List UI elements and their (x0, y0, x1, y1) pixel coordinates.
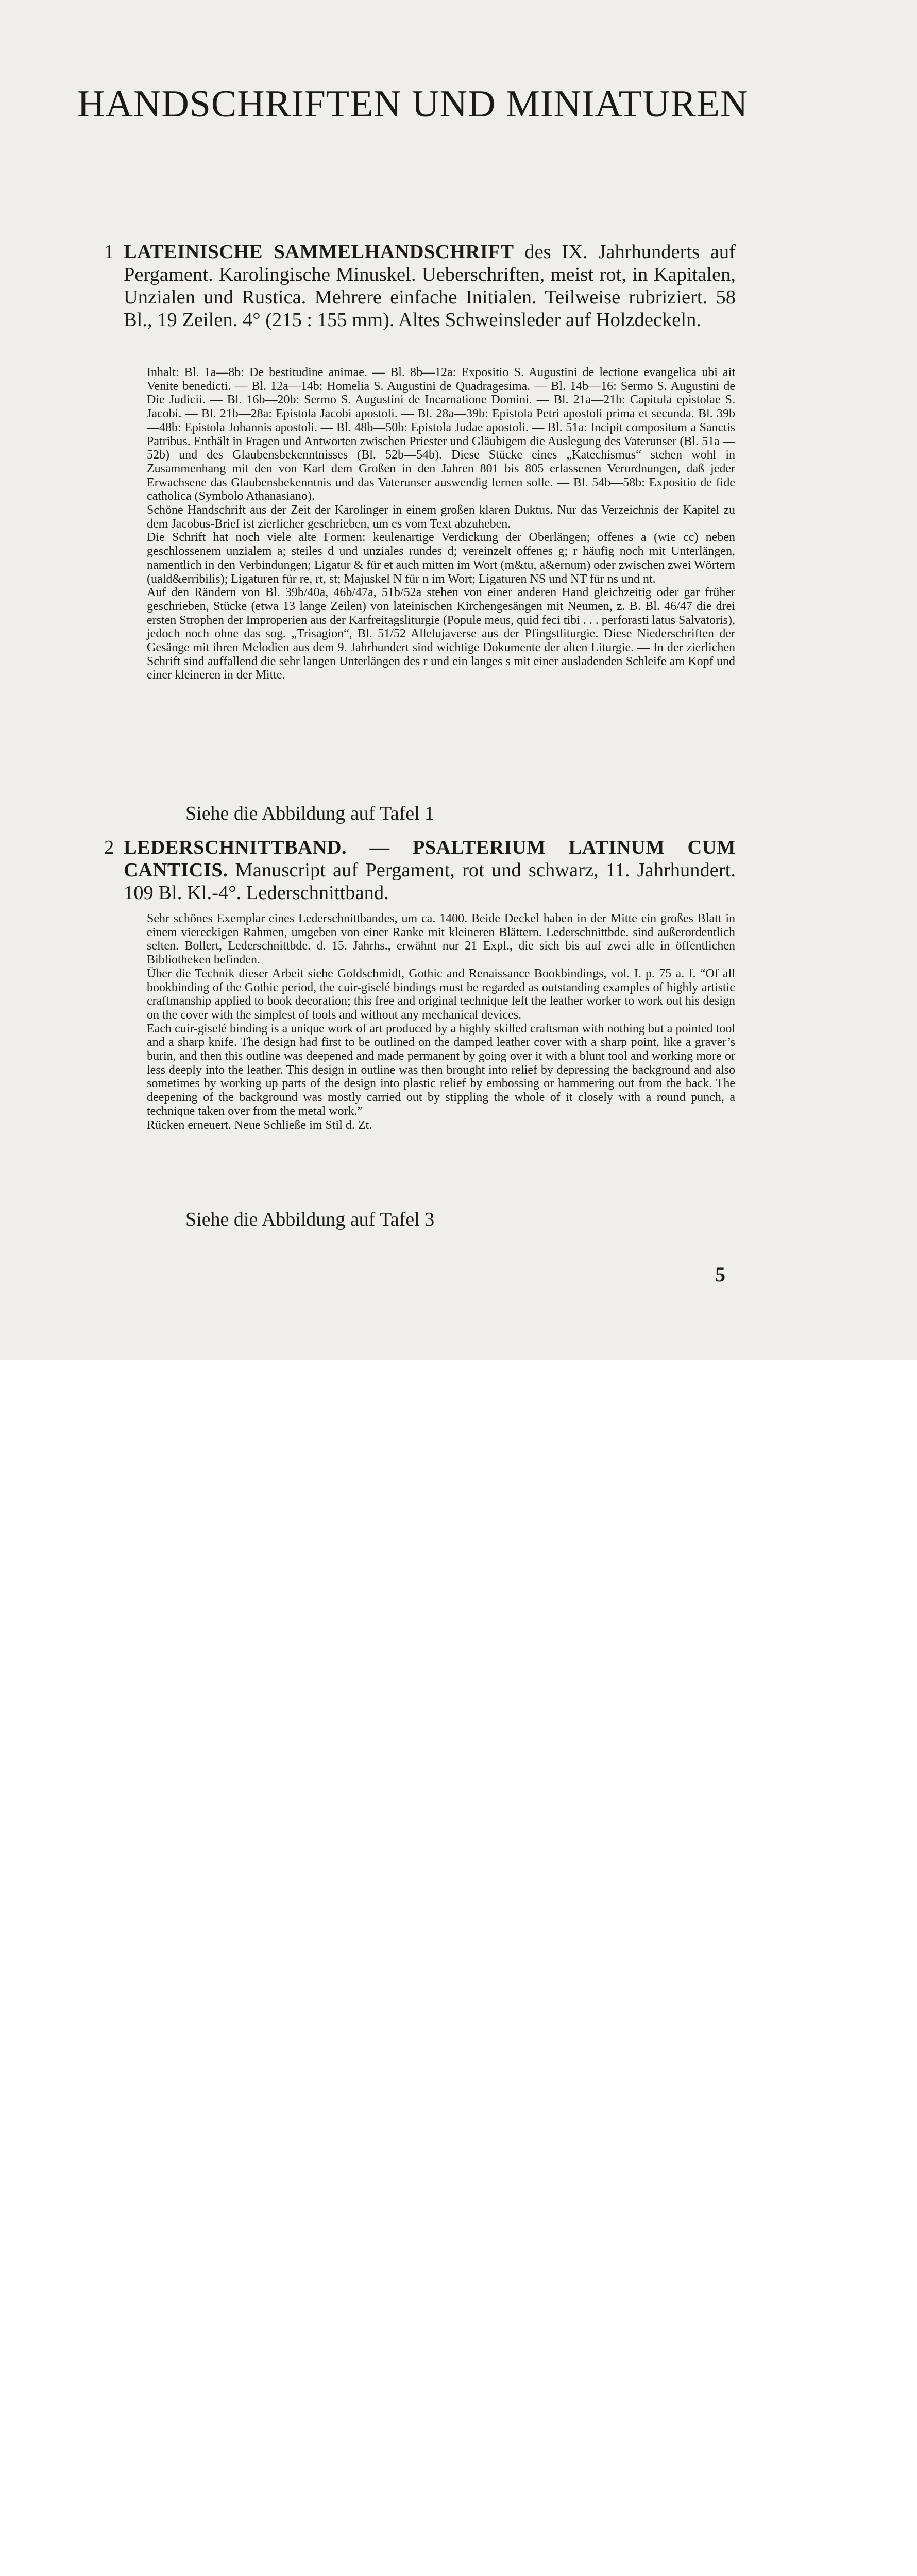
entry-1-title-rest: des IX. Jahrhunderts auf Pergament. Karolingische Minuskel. Ueberschriften, meist rot, in Kapitalen, Unzialen und Rustica. Mehrere einfache Initialen. Teilweise rubriziert. 58 Bl., 19 Zeilen. 4° (215 : 155 mm). Altes Schweinsleder auf Holzdeckeln. (124, 241, 736, 331)
entry-1-plate-reference: Siehe die Abbildung auf Tafel 1 (185, 803, 435, 824)
entry-2-cuir-cisele-note: Each cuir-giselé binding is a unique work of art produced by a highly skilled craftsman with nothing but a pointed tool and a sharp knife. The design had first to be outlined on the damped leather cover with a sharp point, like a graver’s burin, and then this outline was deepened and made permanent by going over it with a blunt tool and working more or less deeply into the leather. This design in outline was then brought into relief by depressing the background and also sometimes by working up parts of the design into plastic relief by embossing or hammering out from the back. The deepening of the background was mostly carried out by stippling the whole of it closely with a round punch, a technique taken over from the metal work.” (147, 1022, 735, 1118)
entry-2-number: 2 (104, 837, 114, 858)
entry-1-script-note: Schöne Handschrift aus der Zeit der Karolinger in einem großen klaren Duktus. Nur das Verzeichnis der Kapitel zu dem Jacobus-Brief ist zierlicher geschrieben, um es vom Text abzuheben. (147, 503, 735, 531)
entry-2-description (147, 912, 735, 1132)
entry-1-title-caps: LATEINISCHE SAMMELHANDSCHRIFT (124, 241, 514, 263)
entry-1-description (147, 366, 735, 682)
entry-1-title (104, 241, 736, 331)
entry-2-title (104, 836, 736, 904)
entry-2-spine-note: Rücken erneuert. Neue Schließe im Stil d. Zt. (147, 1118, 372, 1132)
entry-2-exemplar-note: Sehr schönes Exemplar eines Lederschnittbandes, um ca. 1400. Beide Deckel haben in der Mitte ein großes Blatt in einem viereckigen Rahmen, umgeben von einer Ranke mit kleineren Blättern. Lederschnittbde. sind außerordentlich selten. Bollert, Lederschnittbde. d. 15. Jahrhs., erwähnt nur 21 Expl., die sich bis auf zwei alle in öffentlichen Bibliotheken befinden. (147, 912, 735, 967)
entry-1-contents: Inhalt: Bl. 1a—8b: De bestitudine animae. — Bl. 8b—12a: Expositio S. Augustini de lectione evangelica ubi ait Venite benedicti. — Bl. 12a—14b: Homelia S. Augustini de Quadragesima. — Bl. 14b—16: Sermo S. Augustini de Die Judicii. — Bl. 16b—20b: Sermo S. Augustini de Incarnatione Domini. — Bl. 21a—21b: Capitula epistolae S. Jacobi. — Bl. 21b—28a: Epistola Jacobi apostoli. — Bl. 28a—39b: Epistola Petri apostoli prima et secunda. Bl. 39b—48b: Epistola Johannis apostoli. — Bl. 48b—50b: Epistola Judae apostoli. — Bl. 51a: Incipit compositum a Sanctis Patribus. Enthält in Fragen und Antworten zwischen Priester und Gläubigem die Auslegung des Vaterunser (Bl. 51a — 52b) und des Glaubensbekenntnisses (Bl. 52b—54b). Diese Stücke eines „Katechismus“ stehen wohl in Zusammenhang mit den von Karl dem Großen in den Jahren 801 bis 805 erlassenen Verordnungen, daß jeder Erwachsene das Glaubensbekenntnis und das Vaterunser auswendig lernen solle. — Bl. 54b—58b: Expositio de fide catholica (Symbolo Athanasiano). (147, 366, 735, 503)
entry-2-technique-note: Über die Technik dieser Arbeit siehe Goldschmidt, Gothic and Renaissance Bookbindings, vol. I. p. 75 a. f. “Of all bookbinding of the Gothic period, the cuir-giselé bindings must be regarded as outstanding examples of highly artistic craftmanship applied to book decoration; this free and original technique left the leather worker to work out his design on the cover with the simplest of tools and without any mechanical devices. (147, 967, 735, 1022)
entry-2-title-caps: LEDERSCHNITTBAND. — PSALTERIUM LATINUM CUM CANTICIS. (124, 837, 736, 881)
page-heading: HANDSCHRIFTEN UND MINIATUREN (77, 83, 749, 125)
page-number: 5 (715, 1263, 725, 1286)
footer-bar (0, 1360, 917, 1430)
entry-1-forms-note: Die Schrift hat noch viele alte Formen: keulenartige Verdickung der Oberlängen; offenes a (wie cc) neben geschlossenem unzialem a; steiles d und unziales rundes d; vereinzelt offenes g; r häufig noch mit Unterlängen, namentlich in den Verbindungen; Ligatur & für et auch mitten im Wort (m&tu, a&ernum) oder zwischen zwei Wörtern (uald&erribilis); Ligaturen für re, rt, st; Majuskel N für n im Wort; Ligaturen NS und NT für ns und nt. (147, 531, 735, 586)
entry-1-margins-note: Auf den Rändern von Bl. 39b/40a, 46b/47a, 51b/52a stehen von einer anderen Hand gleichzeitig oder gar früher geschrieben, Stücke (etwa 13 lange Zeilen) von lateinischen Kirchengesängen mit Neumen, z. B. Bl. 46/47 die drei ersten Strophen der Improperien aus der Karfreitagsliturgie (Popule meus, quid feci tibi . . . perforasti latus Salvatoris), jedoch noch ohne das sog. „Trisagion“, Bl. 51/52 Allelujaverse aus der Pfingstliturgie. Diese Niederschriften der Gesänge mit ihren Melodien aus dem 9. Jahrhundert sind wichtige Dokumente der alten Liturgie. — In der zierlichen Schrift sind auffallend die sehr langen Unterlängen des r und ein langes s mit einer ausladenden Schleife am Kopf und einer kleineren in der Mitte. (147, 586, 735, 682)
entry-2-plate-reference: Siehe die Abbildung auf Tafel 3 (185, 1209, 435, 1230)
entry-1-number: 1 (104, 241, 114, 263)
entry-2-title-rest: Manuscript auf Pergament, rot und schwarz, 11. Jahrhundert. 109 Bl. Kl.-4°. Lederschnittband. (124, 859, 736, 904)
